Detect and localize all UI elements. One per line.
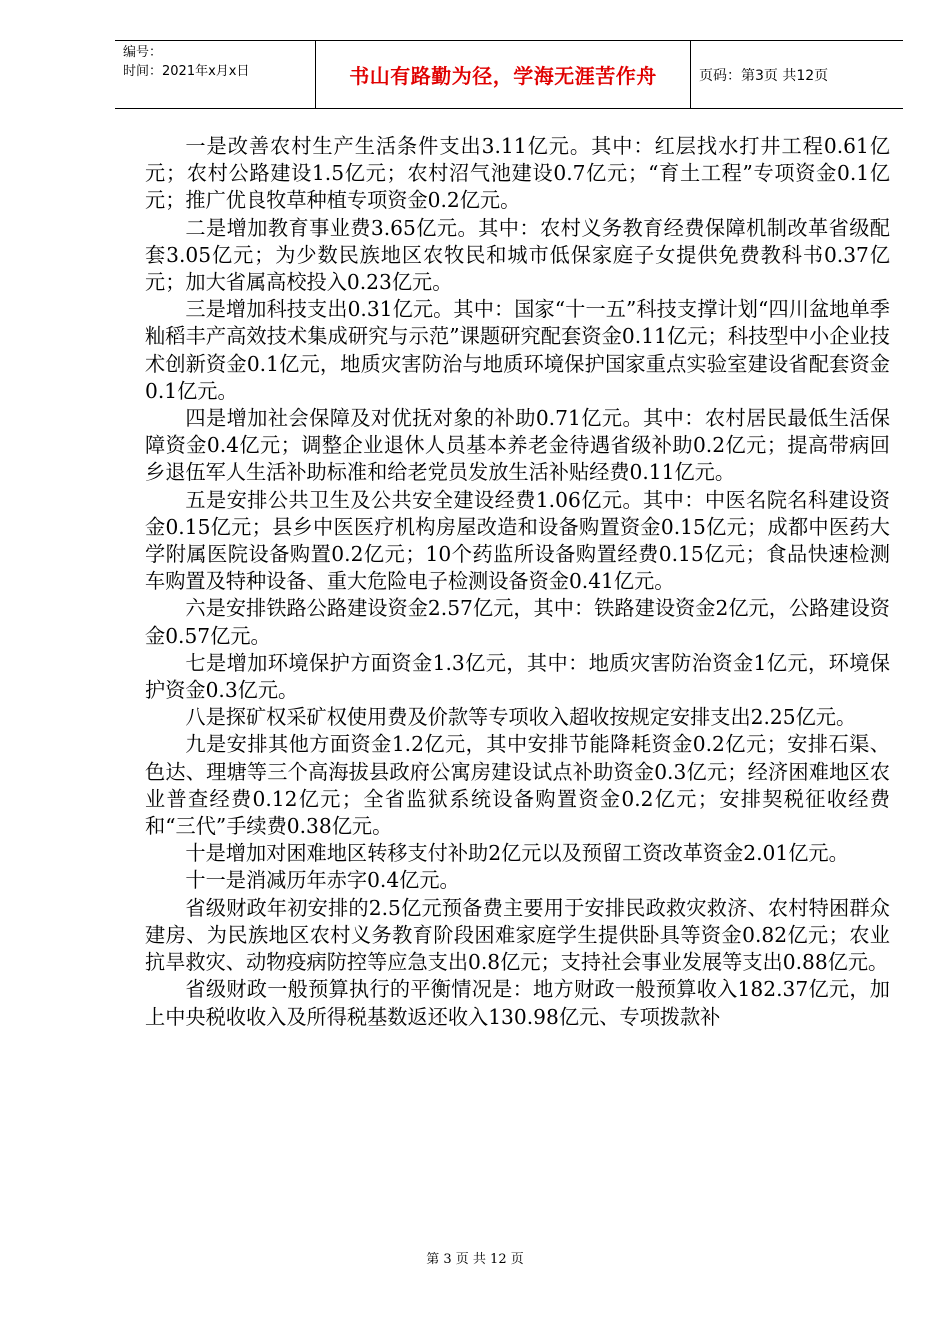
paragraph: 省级财政一般预算执行的平衡情况是：地方财政一般预算收入182.37亿元，加上中央税收收入及所得税基数返还收入130.98亿元、专项拨款补 bbox=[145, 977, 890, 1029]
time-label: 时间：2021年x月x日 bbox=[123, 64, 250, 79]
paragraph: 三是增加科技支出0.31亿元。其中：国家“十一五”科技支撑计划“四川盆地单季籼稻丰产高效技术集成研究与示范”课题研究配套资金0.11亿元；科技型中小企业技术创新资金0.1亿元，地质灾害防治与地质环境保护国家重点实验室建设省配套资金0.1亿元。 bbox=[145, 297, 890, 403]
header-info-cell bbox=[115, 41, 316, 108]
paragraph: 十一是消减历年赤字0.4亿元。 bbox=[185, 868, 460, 893]
paragraph: 四是增加社会保障及对优抚对象的补助0.71亿元。其中：农村居民最低生活保障资金0.4亿元；调整企业退休人员基本养老金待遇省级补助0.2亿元；提高带病回乡退伍军人生活补助标准和给老党员发放生活补贴经费0.11亿元。 bbox=[145, 406, 890, 485]
document-body bbox=[145, 133, 890, 1031]
paragraph: 二是增加教育事业费3.65亿元。其中：农村义务教育经费保障机制改革省级配套3.05亿元；为少数民族地区农牧民和城市低保家庭子女提供免费教科书0.37亿元；加大省属高校投入0.23亿元。 bbox=[145, 215, 890, 295]
paragraph: 七是增加环境保护方面资金1.3亿元，其中：地质灾害防治资金1亿元，环境保护资金0.3亿元。 bbox=[145, 650, 890, 703]
page-footer: 第 3 页 共 12 页 bbox=[426, 1252, 524, 1267]
paragraph: 八是探矿权采矿权使用费及价款等专项收入超收按规定安排支出2.25亿元。 bbox=[185, 705, 857, 730]
paragraph: 省级财政年初安排的2.5亿元预备费主要用于安排民政救灾救济、农村特困群众建房、为民族地区农村义务教育阶段困难家庭学生提供卧具等资金0.82亿元；农业抗旱救灾、动物疫病防控等应急支出0.8亿元；支持社会事业发展等支出0.88亿元。 bbox=[145, 895, 890, 975]
number-label: 编号： bbox=[123, 45, 163, 60]
paragraph: 一是改善农村生产生活条件支出3.11亿元。其中：红层找水打井工程0.61亿元；农村公路建设1.5亿元；农村沼气池建设0.7亿元；“育土工程”专项资金0.1亿元；推广优良牧草种植专项资金0.2亿元。 bbox=[145, 134, 890, 213]
paragraph: 五是安排公共卫生及公共安全建设经费1.06亿元。其中：中医名院名科建设资金0.15亿元；县乡中医医疗机构房屋改造和设备购置资金0.15亿元；成都中医药大学附属医院设备购置0.2亿元；10个药监所设备购置经费0.15亿元；食品快速检测车购置及特种设备、重大危险电子检测设备资金0.41亿元。 bbox=[145, 487, 890, 594]
header-page-label: 页码：第3页 共12页 bbox=[699, 67, 829, 84]
header-motto: 书山有路勤为径，学海无涯苦作舟 bbox=[316, 41, 691, 108]
document-header bbox=[115, 40, 903, 109]
paragraph: 九是安排其他方面资金1.2亿元，其中安排节能降耗资金0.2亿元；安排石渠、色达、理塘等三个高海拔县政府公寓房建设试点补助资金0.3亿元；经济困难地区农业普查经费0.12亿元；全省监狱系统设备购置资金0.2亿元；安排契税征收经费和“三代”手续费0.38亿元。 bbox=[145, 732, 890, 839]
paragraph: 十是增加对困难地区转移支付补助2亿元以及预留工资改革资金2.01亿元。 bbox=[185, 841, 849, 866]
paragraph: 六是安排铁路公路建设资金2.57亿元，其中：铁路建设资金2亿元，公路建设资金0.57亿元。 bbox=[145, 596, 890, 648]
